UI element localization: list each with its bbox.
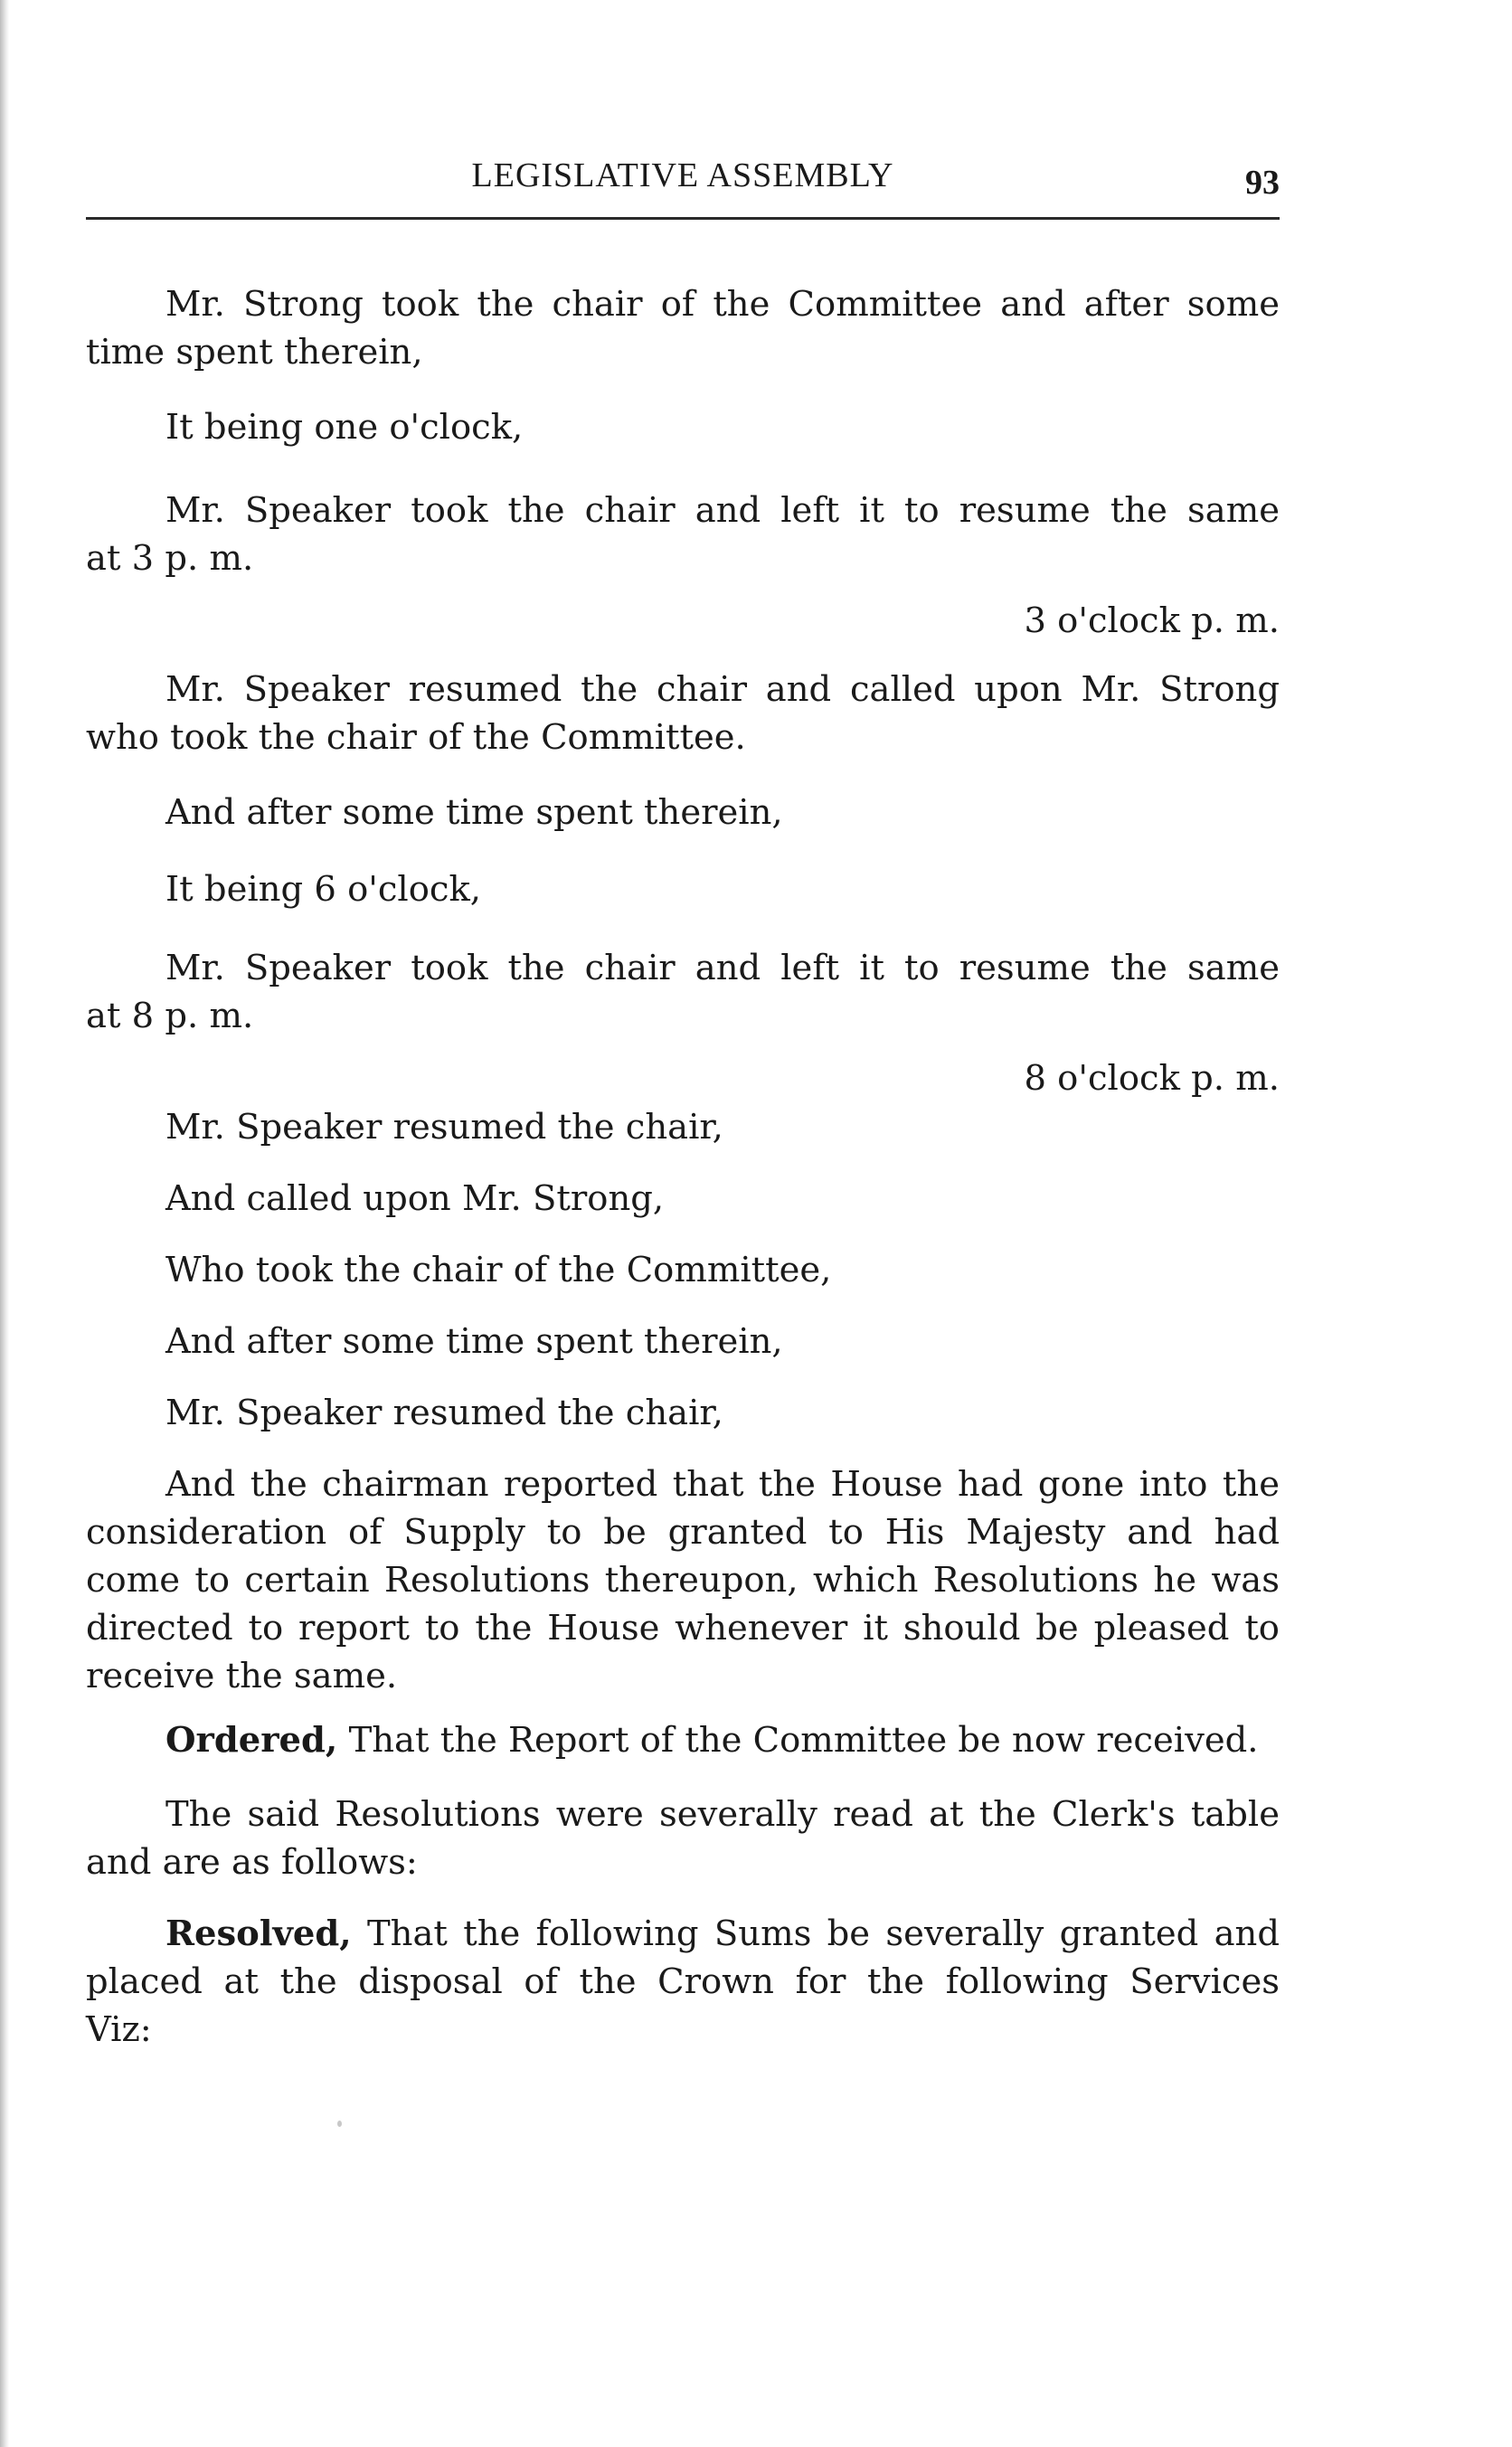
text-line: directed to report to the House whenever it should be pleased to <box>86 1608 1280 1649</box>
paragraph-resolved <box>86 1910 1280 2054</box>
paragraph-ordered <box>86 1716 1280 1764</box>
text-line: come to certain Resolutions thereupon, which Resolutions he was <box>86 1560 1280 1601</box>
text-line: Mr. Speaker resumed the chair, <box>165 1107 723 1148</box>
text-line: It being 6 o'clock, <box>165 869 482 910</box>
paragraph-six-oclock <box>86 865 1280 913</box>
paragraph-after-time-spent <box>86 789 1280 836</box>
text-line <box>86 1910 1280 1958</box>
text-line: Who took the chair of the Committee, <box>165 1250 832 1290</box>
text-line: at 8 p. m. <box>86 996 254 1036</box>
paragraph-strong-takes-chair <box>86 280 1280 376</box>
paragraph-speaker-resumed-2 <box>86 1389 1280 1437</box>
paragraph-who-took-chair <box>86 1246 1280 1294</box>
page-edge-shadow <box>0 0 9 2447</box>
text-line: And called upon Mr. Strong, <box>165 1178 665 1219</box>
text-line: It being one o'clock, <box>165 407 524 448</box>
paragraph-speaker-resume-3pm <box>86 487 1280 582</box>
text-line: And after some time spent therein, <box>165 792 783 833</box>
paragraph-speaker-resumed <box>86 1103 1280 1151</box>
page-number: 93 <box>1245 164 1280 202</box>
paragraph-chairman-reported <box>86 1460 1280 1700</box>
text-line: placed at the disposal of the Crown for the following Services <box>86 1961 1280 2002</box>
text-line: Mr. Strong took the chair of the Committee and after some <box>165 284 1280 325</box>
text-line: time spent therein, <box>86 332 423 373</box>
time-heading-8pm <box>86 1054 1280 1102</box>
text-line: at 3 p. m. <box>86 538 254 579</box>
time-heading-3pm <box>86 597 1280 645</box>
text-line: And after some time spent therein, <box>165 1321 783 1362</box>
text-line: Mr. Speaker took the chair and left it to resume the same <box>165 948 1280 988</box>
paragraph-speaker-resume-8pm <box>86 944 1280 1040</box>
text-line: and are as follows: <box>86 1842 418 1883</box>
header-rule <box>86 217 1280 220</box>
ordered-label: Ordered, <box>165 1720 338 1761</box>
paper-speck <box>337 2121 342 2127</box>
paragraph-one-oclock <box>86 403 1280 451</box>
paragraph-called-upon-strong <box>86 1175 1280 1223</box>
paragraph-resolutions-read <box>86 1790 1280 1886</box>
resolved-label: Resolved, <box>165 1913 352 1954</box>
text-line: And the chairman reported that the House had gone into the <box>165 1464 1280 1505</box>
text-line: Mr. Speaker resumed the chair, <box>165 1393 723 1433</box>
paragraph-after-time-spent-2 <box>86 1318 1280 1365</box>
text-line <box>86 1716 1280 1764</box>
running-header <box>86 156 1280 210</box>
resolved-text: That the following Sums be severally granted and <box>351 1913 1280 1954</box>
text-line: Viz: <box>86 2009 152 2050</box>
paragraph-speaker-calls-strong <box>86 666 1280 761</box>
text-line: The said Resolutions were severally read at the Clerk's table <box>165 1794 1280 1835</box>
text-line: who took the chair of the Committee. <box>86 717 746 758</box>
text-line: receive the same. <box>86 1656 398 1696</box>
ordered-text: That the Report of the Committee be now received. <box>337 1720 1259 1761</box>
text-line: consideration of Supply to be granted to His Majesty and had <box>86 1512 1280 1553</box>
time-text: 8 o'clock p. m. <box>1024 1058 1280 1099</box>
time-text: 3 o'clock p. m. <box>1024 600 1280 641</box>
text-line: Mr. Speaker resumed the chair and called upon Mr. Strong <box>165 669 1280 710</box>
running-title: LEGISLATIVE ASSEMBLY <box>471 156 894 194</box>
text-line: Mr. Speaker took the chair and left it to resume the same <box>165 490 1280 531</box>
